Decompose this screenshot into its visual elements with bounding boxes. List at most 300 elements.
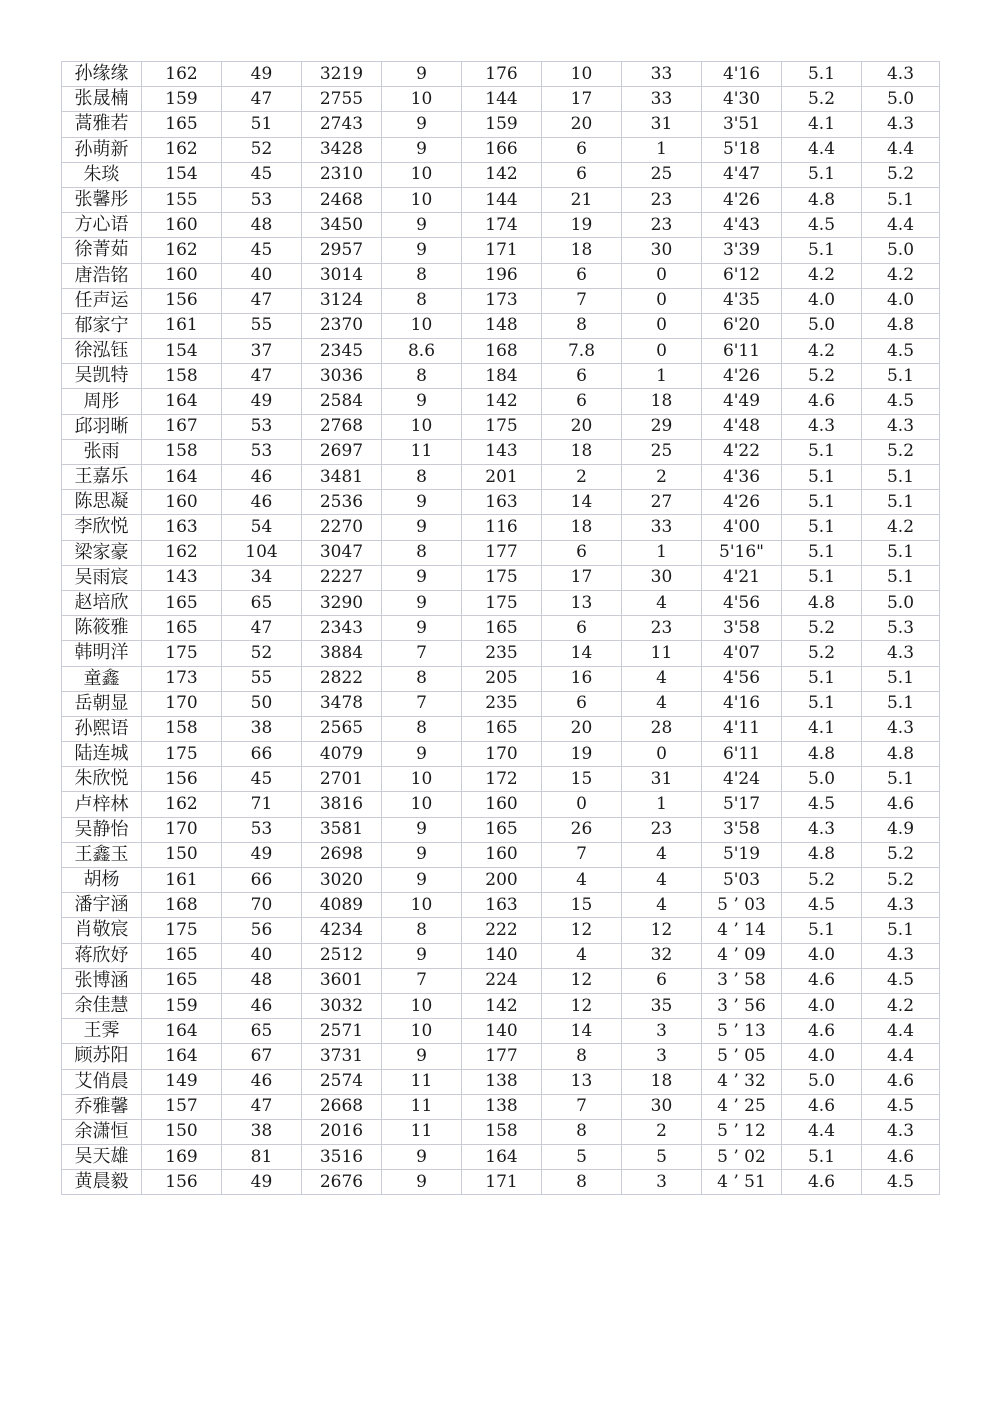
name-cell: 蒿雅若 <box>62 112 142 137</box>
lung-capacity-cell: 3450 <box>302 213 382 238</box>
run-time-cell: 5'16" <box>702 540 782 565</box>
lung-capacity-cell: 2701 <box>302 767 382 792</box>
run-time-cell: 4'26 <box>702 490 782 515</box>
situp-cell: 30 <box>622 238 702 263</box>
sit-reach-cell: 13 <box>542 590 622 615</box>
name-cell: 孙缘缘 <box>62 62 142 87</box>
lung-capacity-cell: 3481 <box>302 465 382 490</box>
height-cell: 163 <box>142 515 222 540</box>
table-row <box>62 868 940 893</box>
height-cell: 164 <box>142 465 222 490</box>
name-cell: 吴天雄 <box>62 1145 142 1170</box>
vision-left-cell: 5.1 <box>782 465 862 490</box>
lung-capacity-cell: 4079 <box>302 742 382 767</box>
situp-cell: 18 <box>622 389 702 414</box>
vision-left-cell: 4.0 <box>782 288 862 313</box>
name-cell: 陆连城 <box>62 742 142 767</box>
vision-right-cell: 4.3 <box>862 414 940 439</box>
vision-left-cell: 4.2 <box>782 339 862 364</box>
run-time-cell: 6'12 <box>702 263 782 288</box>
name-cell: 张晟楠 <box>62 87 142 112</box>
sit-reach-cell: 26 <box>542 817 622 842</box>
table-row <box>62 641 940 666</box>
sprint-cell: 9 <box>382 616 462 641</box>
long-jump-cell: 224 <box>462 968 542 993</box>
situp-cell: 1 <box>622 137 702 162</box>
height-cell: 149 <box>142 1069 222 1094</box>
sprint-cell: 7 <box>382 968 462 993</box>
long-jump-cell: 177 <box>462 1044 542 1069</box>
name-cell: 肖敬宸 <box>62 918 142 943</box>
run-time-cell: 4 ’ 14 <box>702 918 782 943</box>
lung-capacity-cell: 3032 <box>302 993 382 1018</box>
vision-right-cell: 4.2 <box>862 993 940 1018</box>
table-row <box>62 339 940 364</box>
height-cell: 158 <box>142 364 222 389</box>
sit-reach-cell: 20 <box>542 112 622 137</box>
situp-cell: 2 <box>622 1119 702 1144</box>
run-time-cell: 5 ’ 13 <box>702 1019 782 1044</box>
weight-cell: 49 <box>222 389 302 414</box>
sprint-cell: 9 <box>382 238 462 263</box>
long-jump-cell: 168 <box>462 339 542 364</box>
sprint-cell: 9 <box>382 565 462 590</box>
table-row <box>62 187 940 212</box>
vision-right-cell: 5.1 <box>862 918 940 943</box>
table-row <box>62 137 940 162</box>
weight-cell: 55 <box>222 313 302 338</box>
lung-capacity-cell: 3020 <box>302 868 382 893</box>
table-row <box>62 616 940 641</box>
vision-left-cell: 4.3 <box>782 817 862 842</box>
long-jump-cell: 159 <box>462 112 542 137</box>
table-row <box>62 893 940 918</box>
run-time-cell: 5'19 <box>702 842 782 867</box>
height-cell: 169 <box>142 1145 222 1170</box>
lung-capacity-cell: 2668 <box>302 1094 382 1119</box>
vision-left-cell: 5.1 <box>782 238 862 263</box>
table-row <box>62 389 940 414</box>
height-cell: 173 <box>142 666 222 691</box>
long-jump-cell: 140 <box>462 1019 542 1044</box>
situp-cell: 0 <box>622 288 702 313</box>
weight-cell: 45 <box>222 162 302 187</box>
situp-cell: 29 <box>622 414 702 439</box>
table-row <box>62 767 940 792</box>
name-cell: 陈筱雅 <box>62 616 142 641</box>
height-cell: 161 <box>142 868 222 893</box>
vision-left-cell: 4.5 <box>782 213 862 238</box>
sit-reach-cell: 8 <box>542 313 622 338</box>
sit-reach-cell: 12 <box>542 993 622 1018</box>
table-row <box>62 1119 940 1144</box>
long-jump-cell: 172 <box>462 767 542 792</box>
name-cell: 乔雅馨 <box>62 1094 142 1119</box>
table-row <box>62 313 940 338</box>
vision-right-cell: 4.5 <box>862 339 940 364</box>
long-jump-cell: 205 <box>462 666 542 691</box>
height-cell: 162 <box>142 137 222 162</box>
height-cell: 162 <box>142 540 222 565</box>
weight-cell: 47 <box>222 616 302 641</box>
height-cell: 170 <box>142 817 222 842</box>
sit-reach-cell: 6 <box>542 691 622 716</box>
name-cell: 吴凯特 <box>62 364 142 389</box>
run-time-cell: 4'56 <box>702 590 782 615</box>
run-time-cell: 4 ’ 25 <box>702 1094 782 1119</box>
situp-cell: 3 <box>622 1019 702 1044</box>
table-row <box>62 993 940 1018</box>
table-row <box>62 414 940 439</box>
vision-right-cell: 4.6 <box>862 1145 940 1170</box>
sprint-cell: 8.6 <box>382 339 462 364</box>
table-row <box>62 87 940 112</box>
height-cell: 158 <box>142 439 222 464</box>
name-cell: 潘宇涵 <box>62 893 142 918</box>
name-cell: 胡杨 <box>62 868 142 893</box>
name-cell: 朱欣悦 <box>62 767 142 792</box>
sit-reach-cell: 8 <box>542 1044 622 1069</box>
long-jump-cell: 176 <box>462 62 542 87</box>
table-row <box>62 238 940 263</box>
weight-cell: 54 <box>222 515 302 540</box>
lung-capacity-cell: 2345 <box>302 339 382 364</box>
vision-right-cell: 5.3 <box>862 616 940 641</box>
lung-capacity-cell: 2565 <box>302 716 382 741</box>
weight-cell: 46 <box>222 465 302 490</box>
weight-cell: 47 <box>222 364 302 389</box>
sprint-cell: 9 <box>382 137 462 162</box>
situp-cell: 4 <box>622 842 702 867</box>
weight-cell: 48 <box>222 213 302 238</box>
run-time-cell: 4'48 <box>702 414 782 439</box>
long-jump-cell: 171 <box>462 238 542 263</box>
situp-cell: 4 <box>622 666 702 691</box>
long-jump-cell: 142 <box>462 389 542 414</box>
lung-capacity-cell: 3731 <box>302 1044 382 1069</box>
weight-cell: 45 <box>222 767 302 792</box>
run-time-cell: 4'26 <box>702 364 782 389</box>
sprint-cell: 10 <box>382 313 462 338</box>
table-row <box>62 1044 940 1069</box>
lung-capacity-cell: 3516 <box>302 1145 382 1170</box>
sit-reach-cell: 15 <box>542 893 622 918</box>
height-cell: 158 <box>142 716 222 741</box>
vision-right-cell: 4.3 <box>862 943 940 968</box>
height-cell: 154 <box>142 162 222 187</box>
table-row <box>62 213 940 238</box>
weight-cell: 49 <box>222 62 302 87</box>
run-time-cell: 3'51 <box>702 112 782 137</box>
weight-cell: 40 <box>222 943 302 968</box>
vision-left-cell: 5.1 <box>782 515 862 540</box>
table-row <box>62 1094 940 1119</box>
lung-capacity-cell: 3036 <box>302 364 382 389</box>
long-jump-cell: 138 <box>462 1094 542 1119</box>
table-row <box>62 62 940 87</box>
table-row <box>62 1019 940 1044</box>
sit-reach-cell: 7.8 <box>542 339 622 364</box>
vision-left-cell: 5.2 <box>782 641 862 666</box>
run-time-cell: 5 ’ 03 <box>702 893 782 918</box>
vision-right-cell: 5.1 <box>862 691 940 716</box>
sit-reach-cell: 18 <box>542 515 622 540</box>
lung-capacity-cell: 2310 <box>302 162 382 187</box>
vision-left-cell: 5.2 <box>782 87 862 112</box>
sprint-cell: 9 <box>382 62 462 87</box>
lung-capacity-cell: 2270 <box>302 515 382 540</box>
run-time-cell: 5 ’ 12 <box>702 1119 782 1144</box>
name-cell: 赵培欣 <box>62 590 142 615</box>
lung-capacity-cell: 2468 <box>302 187 382 212</box>
name-cell: 张馨彤 <box>62 187 142 212</box>
height-cell: 170 <box>142 691 222 716</box>
run-time-cell: 4'22 <box>702 439 782 464</box>
table-row <box>62 918 940 943</box>
vision-right-cell: 4.3 <box>862 62 940 87</box>
vision-right-cell: 4.4 <box>862 213 940 238</box>
vision-right-cell: 4.3 <box>862 893 940 918</box>
sprint-cell: 8 <box>382 465 462 490</box>
table-row <box>62 439 940 464</box>
vision-left-cell: 4.5 <box>782 792 862 817</box>
situp-cell: 27 <box>622 490 702 515</box>
weight-cell: 55 <box>222 666 302 691</box>
height-cell: 175 <box>142 918 222 943</box>
height-cell: 165 <box>142 616 222 641</box>
weight-cell: 51 <box>222 112 302 137</box>
height-cell: 160 <box>142 213 222 238</box>
sprint-cell: 9 <box>382 1145 462 1170</box>
vision-left-cell: 4.6 <box>782 1019 862 1044</box>
table-row <box>62 968 940 993</box>
table-body <box>62 62 940 1195</box>
run-time-cell: 4'21 <box>702 565 782 590</box>
height-cell: 164 <box>142 389 222 414</box>
lung-capacity-cell: 3816 <box>302 792 382 817</box>
run-time-cell: 4'00 <box>702 515 782 540</box>
height-cell: 165 <box>142 590 222 615</box>
name-cell: 孙萌新 <box>62 137 142 162</box>
table-row <box>62 716 940 741</box>
height-cell: 150 <box>142 1119 222 1144</box>
sprint-cell: 10 <box>382 1019 462 1044</box>
name-cell: 余潇恒 <box>62 1119 142 1144</box>
vision-right-cell: 5.2 <box>862 868 940 893</box>
name-cell: 黄晨毅 <box>62 1170 142 1195</box>
table-row <box>62 565 940 590</box>
height-cell: 165 <box>142 112 222 137</box>
run-time-cell: 5 ’ 02 <box>702 1145 782 1170</box>
run-time-cell: 4'49 <box>702 389 782 414</box>
long-jump-cell: 144 <box>462 87 542 112</box>
long-jump-cell: 165 <box>462 716 542 741</box>
sit-reach-cell: 15 <box>542 767 622 792</box>
weight-cell: 53 <box>222 439 302 464</box>
sprint-cell: 9 <box>382 742 462 767</box>
vision-right-cell: 4.3 <box>862 112 940 137</box>
height-cell: 165 <box>142 968 222 993</box>
long-jump-cell: 165 <box>462 616 542 641</box>
weight-cell: 53 <box>222 414 302 439</box>
run-time-cell: 6'11 <box>702 742 782 767</box>
vision-right-cell: 4.5 <box>862 389 940 414</box>
vision-right-cell: 5.1 <box>862 565 940 590</box>
vision-right-cell: 5.0 <box>862 590 940 615</box>
situp-cell: 1 <box>622 540 702 565</box>
weight-cell: 53 <box>222 817 302 842</box>
run-time-cell: 4'56 <box>702 666 782 691</box>
sprint-cell: 7 <box>382 691 462 716</box>
vision-right-cell: 4.5 <box>862 1170 940 1195</box>
situp-cell: 25 <box>622 439 702 464</box>
height-cell: 161 <box>142 313 222 338</box>
sprint-cell: 10 <box>382 87 462 112</box>
long-jump-cell: 160 <box>462 842 542 867</box>
weight-cell: 45 <box>222 238 302 263</box>
sit-reach-cell: 7 <box>542 1094 622 1119</box>
situp-cell: 4 <box>622 691 702 716</box>
run-time-cell: 4'24 <box>702 767 782 792</box>
sprint-cell: 9 <box>382 868 462 893</box>
weight-cell: 65 <box>222 590 302 615</box>
vision-right-cell: 5.0 <box>862 238 940 263</box>
sprint-cell: 10 <box>382 993 462 1018</box>
vision-left-cell: 5.1 <box>782 691 862 716</box>
vision-right-cell: 5.1 <box>862 187 940 212</box>
weight-cell: 49 <box>222 842 302 867</box>
name-cell: 王霁 <box>62 1019 142 1044</box>
table-row <box>62 515 940 540</box>
run-time-cell: 5'03 <box>702 868 782 893</box>
lung-capacity-cell: 2343 <box>302 616 382 641</box>
vision-right-cell: 4.9 <box>862 817 940 842</box>
sprint-cell: 8 <box>382 666 462 691</box>
name-cell: 蒋欣妤 <box>62 943 142 968</box>
height-cell: 156 <box>142 1170 222 1195</box>
sprint-cell: 9 <box>382 213 462 238</box>
long-jump-cell: 160 <box>462 792 542 817</box>
sprint-cell: 9 <box>382 590 462 615</box>
vision-left-cell: 4.4 <box>782 1119 862 1144</box>
situp-cell: 5 <box>622 1145 702 1170</box>
sit-reach-cell: 21 <box>542 187 622 212</box>
height-cell: 150 <box>142 842 222 867</box>
weight-cell: 48 <box>222 968 302 993</box>
sprint-cell: 11 <box>382 1094 462 1119</box>
vision-left-cell: 5.1 <box>782 918 862 943</box>
vision-right-cell: 4.0 <box>862 288 940 313</box>
lung-capacity-cell: 3014 <box>302 263 382 288</box>
sit-reach-cell: 6 <box>542 162 622 187</box>
situp-cell: 33 <box>622 62 702 87</box>
table-row <box>62 263 940 288</box>
vision-left-cell: 4.5 <box>782 893 862 918</box>
vision-left-cell: 5.1 <box>782 1145 862 1170</box>
lung-capacity-cell: 3601 <box>302 968 382 993</box>
lung-capacity-cell: 3884 <box>302 641 382 666</box>
long-jump-cell: 235 <box>462 691 542 716</box>
lung-capacity-cell: 4234 <box>302 918 382 943</box>
run-time-cell: 3'58 <box>702 817 782 842</box>
name-cell: 张博涵 <box>62 968 142 993</box>
vision-right-cell: 4.8 <box>862 742 940 767</box>
sprint-cell: 10 <box>382 187 462 212</box>
height-cell: 162 <box>142 238 222 263</box>
lung-capacity-cell: 2755 <box>302 87 382 112</box>
name-cell: 岳朝显 <box>62 691 142 716</box>
vision-left-cell: 5.1 <box>782 490 862 515</box>
run-time-cell: 4'43 <box>702 213 782 238</box>
long-jump-cell: 166 <box>462 137 542 162</box>
vision-left-cell: 5.1 <box>782 162 862 187</box>
weight-cell: 53 <box>222 187 302 212</box>
lung-capacity-cell: 3428 <box>302 137 382 162</box>
vision-left-cell: 5.1 <box>782 540 862 565</box>
run-time-cell: 4 ’ 32 <box>702 1069 782 1094</box>
vision-left-cell: 5.1 <box>782 565 862 590</box>
name-cell: 张雨 <box>62 439 142 464</box>
table-row <box>62 288 940 313</box>
lung-capacity-cell: 3047 <box>302 540 382 565</box>
sit-reach-cell: 8 <box>542 1119 622 1144</box>
sit-reach-cell: 2 <box>542 465 622 490</box>
situp-cell: 25 <box>622 162 702 187</box>
vision-right-cell: 5.2 <box>862 439 940 464</box>
run-time-cell: 3 ’ 56 <box>702 993 782 1018</box>
long-jump-cell: 174 <box>462 213 542 238</box>
sit-reach-cell: 18 <box>542 238 622 263</box>
lung-capacity-cell: 3219 <box>302 62 382 87</box>
weight-cell: 70 <box>222 893 302 918</box>
situp-cell: 0 <box>622 263 702 288</box>
weight-cell: 46 <box>222 490 302 515</box>
table-row <box>62 540 940 565</box>
long-jump-cell: 142 <box>462 993 542 1018</box>
sit-reach-cell: 4 <box>542 868 622 893</box>
height-cell: 156 <box>142 288 222 313</box>
sit-reach-cell: 6 <box>542 616 622 641</box>
sit-reach-cell: 20 <box>542 414 622 439</box>
table-row <box>62 1069 940 1094</box>
situp-cell: 30 <box>622 1094 702 1119</box>
situp-cell: 2 <box>622 465 702 490</box>
sprint-cell: 10 <box>382 767 462 792</box>
height-cell: 160 <box>142 490 222 515</box>
table-row <box>62 490 940 515</box>
name-cell: 孙熙语 <box>62 716 142 741</box>
lung-capacity-cell: 2743 <box>302 112 382 137</box>
run-time-cell: 3'58 <box>702 616 782 641</box>
weight-cell: 47 <box>222 1094 302 1119</box>
vision-left-cell: 5.1 <box>782 666 862 691</box>
lung-capacity-cell: 3581 <box>302 817 382 842</box>
weight-cell: 66 <box>222 742 302 767</box>
weight-cell: 71 <box>222 792 302 817</box>
table-row <box>62 842 940 867</box>
vision-left-cell: 4.1 <box>782 716 862 741</box>
height-cell: 164 <box>142 1019 222 1044</box>
sprint-cell: 7 <box>382 641 462 666</box>
weight-cell: 38 <box>222 1119 302 1144</box>
vision-right-cell: 5.1 <box>862 540 940 565</box>
sit-reach-cell: 14 <box>542 490 622 515</box>
sprint-cell: 9 <box>382 1170 462 1195</box>
vision-left-cell: 4.0 <box>782 1044 862 1069</box>
vision-right-cell: 5.1 <box>862 490 940 515</box>
table-row <box>62 364 940 389</box>
height-cell: 167 <box>142 414 222 439</box>
